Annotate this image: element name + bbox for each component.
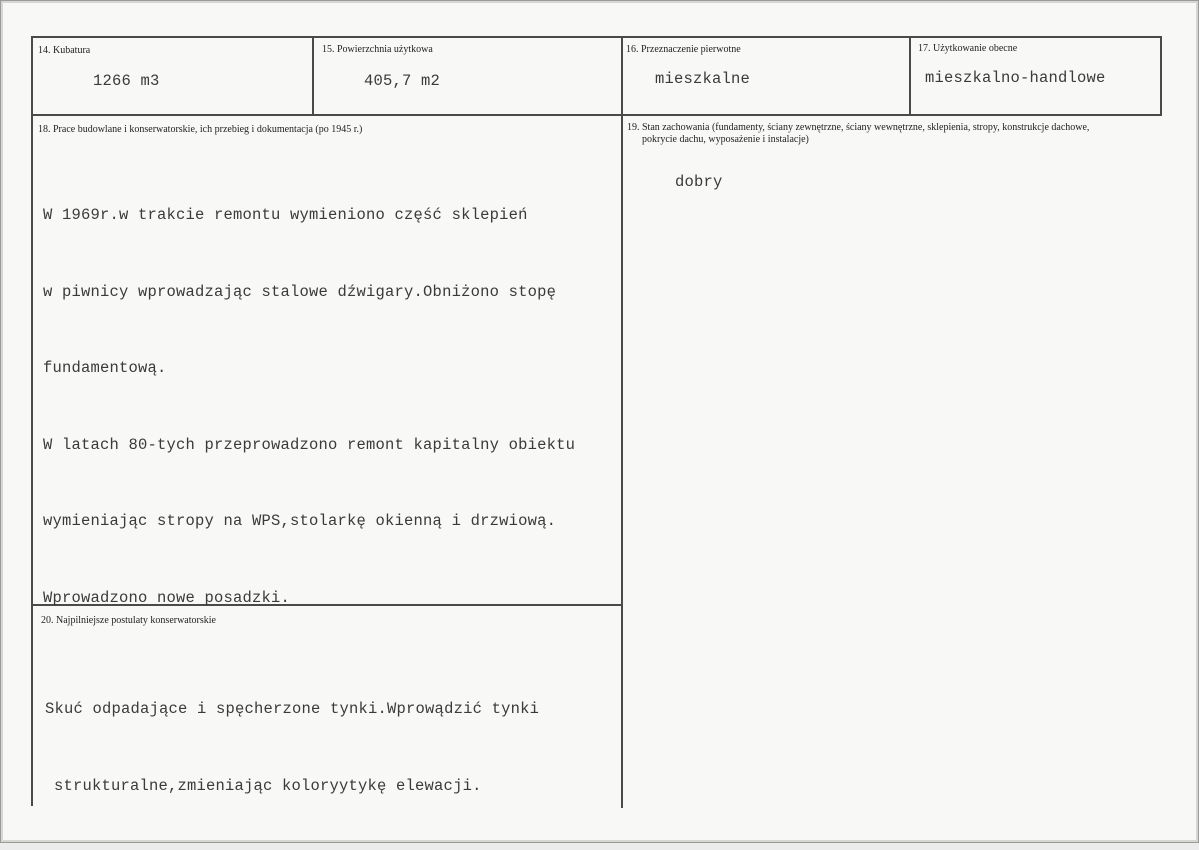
- prace-line: W 1969r.w trakcie remontu wymieniono część sklepień: [43, 206, 528, 224]
- divider-14-15: [312, 36, 314, 116]
- prace-line: W latach 80-tych przeprowadzono remont kapitalny obiektu: [43, 435, 576, 454]
- powierzchnia-value: 405,7 m2: [364, 72, 441, 90]
- row1-bottom-rule: [31, 114, 1162, 116]
- stan-label-line1: 19. Stan zachowania (fundamenty, ściany zewnętrzne, ściany wewnętrzne, sklepienia, stropy, konstrukcje dachowe,: [627, 122, 1090, 133]
- stan-label-line2: pokrycie dachu, wyposażenie i instalacje): [642, 134, 809, 145]
- prace-text: [43, 152, 575, 662]
- prace-line: Wprowadzono nowe posadzki.: [43, 588, 291, 607]
- uzytkowanie-value: mieszkalno-handlowe: [925, 69, 1106, 87]
- prace-line: fundamentową.: [43, 359, 167, 377]
- right-rule: [1160, 36, 1162, 116]
- divider-16-17: [909, 36, 911, 116]
- przeznaczenie-label: 16. Przeznaczenie pierwotne: [626, 44, 741, 55]
- kubatura-value: 1266 m3: [93, 72, 160, 90]
- postulaty-label: 20. Najpilniejsze postulaty konserwatorskie: [41, 615, 216, 626]
- left-rule: [31, 36, 33, 806]
- prace-label: 18. Prace budowlane i konserwatorskie, ich przebieg i dokumentacja (po 1945 r.): [38, 124, 363, 135]
- prace-line: wymieniając stropy na WPS,stolarkę okienną i drzwiową.: [43, 512, 557, 530]
- stan-value: dobry: [675, 173, 723, 191]
- uzytkowanie-label: 17. Użytkowanie obecne: [918, 43, 1018, 54]
- przeznaczenie-value: mieszkalne: [655, 70, 751, 88]
- postulaty-line: strukturalne,zmieniając koloryytykę elewacji.: [54, 776, 482, 795]
- kubatura-label: 14. Kubatura: [38, 45, 91, 56]
- postulaty-line: Skuć odpadające i spęcherzone tynki.Wprowądzić tynki: [45, 700, 540, 718]
- prace-line: w piwnicy wprowadzając stalowe dźwigary.Obniżono stopę: [43, 282, 557, 301]
- center-rule: [621, 36, 623, 808]
- powierzchnia-label: 15. Powierzchnia użytkowa: [322, 44, 433, 55]
- postulaty-text: [45, 646, 539, 850]
- top-rule: [31, 36, 1162, 38]
